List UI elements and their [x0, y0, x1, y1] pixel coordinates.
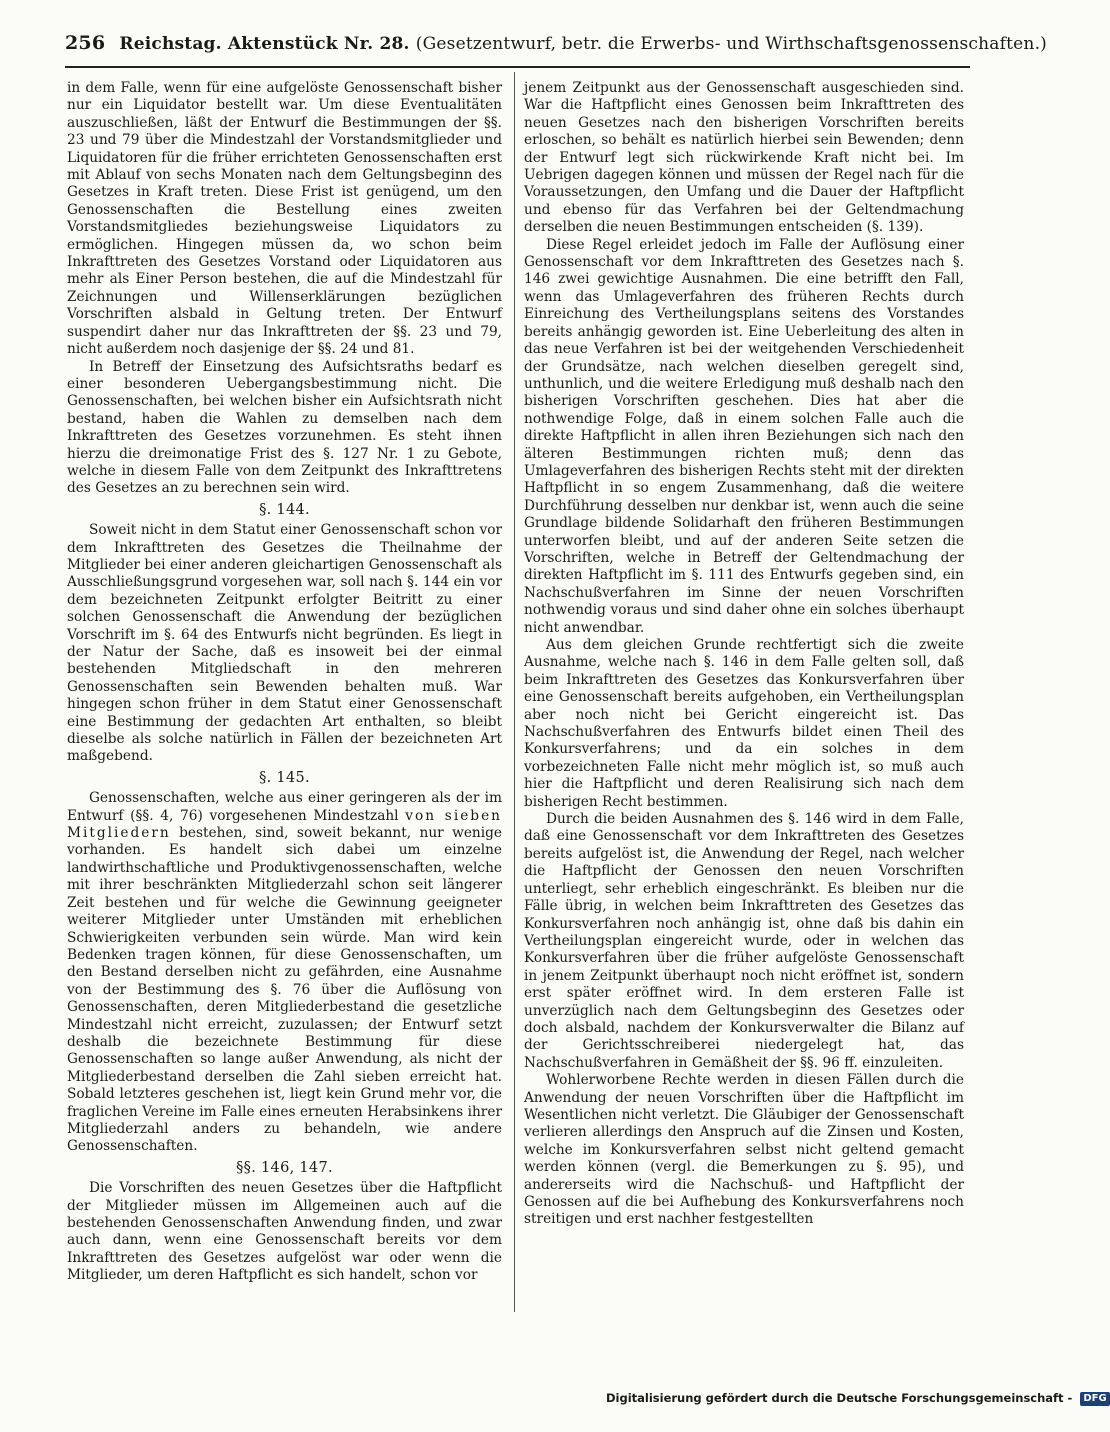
paragraph: Diese Regel erleidet jedoch im Falle der Auflösung einer Genossenschaft vor dem Inkrafttreten des Gesetzes nach §. 146 zwei gewichtige Ausnahmen. Die eine betrifft den Fall, wenn das Umlageverfahren des früheren Rechts durch Einreichung des Vertheilungsplans seitens des Vorstandes bereits anhängig geworden ist. Eine Ueberleitung des alten in das neue Verfahren ist bei der weitgehenden Verschiedenheit der Grundsätze, nach welchen dieselben geregelt sind, unthunlich, und die weitere Erledigung muß deshalb nach den bisherigen Vorschriften geschehen. Dies hat aber die nothwendige Folge, daß in einem solchen Falle auch die direkte Haftpflicht in allen ihren Beziehungen sich nach den älteren Bestimmungen richten muß; denn das Umlageverfahren des bisherigen Rechts steht mit der direkten Haftpflicht in so engem Zusammenhang, daß die weitere Durchführung desselben nur denkbar ist, wenn auch die seine Grundlage bildende Solidarhaft den früheren Bestimmungen unterworfen bleibt, und auf der anderen Seite setzen die Vorschriften, welche in Betreff der Geltendmachung der direkten Haftpflicht im §. 111 des Entwurfs gegeben sind, ein Nachschußverfahren im Sinne der neuen Vorschriften nothwendig voraus und sind daher ohne ein solches überhaupt nicht anwendbar. [524, 236, 964, 636]
footer-credit [606, 1391, 1107, 1409]
dfg-logo: DFG [1080, 1392, 1109, 1406]
paragraph: Aus dem gleichen Grunde rechtfertigt sich die zweite Ausnahme, welche nach §. 146 in dem Falle gelten soll, daß beim Inkrafttreten des Gesetzes das Konkursverfahren über eine Genossenschaft bereits aufgehoben, ein Vertheilungsplan aber noch nicht bei Gericht eingereicht ist. Das Nachschußverfahren des Entwurfs bildet einen Theil des Konkursverfahrens; und da ein solches in dem vorbezeichneten Falle nicht mehr möglich ist, so muß auch hier die Haftpflicht und deren Realisirung sich nach dem bisherigen Recht bestimmen. [524, 637, 964, 810]
section-heading: §. 144. [259, 501, 310, 518]
page-number: 256 [65, 32, 106, 54]
paragraph: Die Vorschriften des neuen Gesetzes über die Haftpflicht der Mitglieder müssen im Allgemeinen auch auf die bestehenden Genossenschaften Anwendung finden, und zwar auch dann, wenn eine Genossenschaft bereits vor dem Inkrafttreten des Gesetzes aufgelöst war oder wenn die Mitglieder, um deren Haftpflicht es sich handelt, schon vor [67, 1180, 502, 1284]
paragraph: in dem Falle, wenn für eine aufgelöste Genossenschaft bisher nur ein Liquidator bestellt war. Um diese Eventualitäten auszuschließen, läßt der Entwurf die Bestimmungen der §§. 23 und 79 über die Mindestzahl der Vorstandsmitglieder und Liquidatoren für die früher errichteten Genossenschaften erst mit Ablauf von sechs Monaten nach dem Geltungsbeginn des Gesetzes in Kraft treten. Diese Frist ist genügend, um den Genossenschaften die Bestellung eines zweiten Vorstandsmitgliedes beziehungsweise Liquidators zu ermöglichen. Hingegen müssen da, wo schon beim Inkrafttreten des Gesetzes Vorstand oder Liquidatoren aus mehr als Einer Person bestehen, die auf die Mindestzahl für Zeichnungen und Willenserklärungen bezüglichen Vorschriften alsbald in Geltung treten. Der Entwurf suspendirt daher nur das Inkrafttreten der §§. 23 und 79, nicht außerdem noch dasjenige der §§. 24 und 81. [67, 80, 502, 358]
left-column [67, 80, 502, 1315]
footer-text: Digitalisierung gefördert durch die Deutsche Forschungsgemeinschaft - [606, 1391, 1073, 1405]
paragraph: Wohlerworbene Rechte werden in diesen Fällen durch die Anwendung der neuen Vorschriften über die Haftpflicht im Wesentlichen nicht verletzt. Die Gläubiger der Genossenschaft verlieren allerdings den Anspruch auf die Zinsen und Kosten, welche im Konkursverfahren selbst nicht geltend gemacht werden können (vergl. die Bemerkungen zu §. 95), und andererseits wird die Nachschuß- und Haftpflicht der Genossen auf die bei Aufhebung des Konkursverfahrens noch streitigen und erst nachher festgestellten [524, 1072, 964, 1228]
header-rule [65, 66, 970, 68]
header-title: Reichstag. Aktenstück Nr. 28. [119, 34, 410, 54]
text-run: bestehen, sind, soweit bekannt, nur wenige vorhanden. Es handelt sich dabei um einzelne landwirthschaftliche und Produktivgenossenschaften, welche mit ihrer beschränkten Mitgliederzahl schon seit längerer Zeit bestehen und für welche die Gewinnung geeigneter weiterer Mitglieder unter Umständen mit erheblichen Schwierigkeiten verbunden sein würde. Man wird kein Bedenken tragen können, für diese Genossenschaften, um den Bestand derselben nicht zu gefährden, eine Ausnahme von der Bestimmung des §. 76 über die Auflösung von Genossenschaften, deren Mitgliederbestand die gesetzliche Mindestzahl nicht erreicht, zuzulassen; der Entwurf setzt deshalb die bezeichnete Bestimmung für diese Genossenschaften so lange außer Anwendung, als nicht der Mitgliederbestand derselben die Zahl sieben erreicht hat. Sobald letzteres geschehen ist, liegt kein Grund mehr vor, die fraglichen Vereine im Falle eines erneuten Herabsinkens ihrer Mitgliederzahl anders zu behandeln, wie andere Genossenschaften. [67, 825, 502, 1155]
section-heading: §. 145. [259, 769, 310, 786]
right-column [524, 80, 964, 1315]
section-heading: §§. 146, 147. [236, 1159, 333, 1176]
paragraph: jenem Zeitpunkt aus der Genossenschaft ausgeschieden sind. War die Haftpflicht eines Genossen beim Inkrafttreten des neuen Gesetzes nach den bisherigen Vorschriften bereits erloschen, so behält es natürlich hierbei sein Bewenden; denn der Entwurf legt sich rückwirkende Kraft nicht bei. Im Uebrigen dagegen können und müssen der Regel nach für die Voraussetzungen, den Umfang und die Dauer der Haftpflicht und ebenso für das Verfahren bei der Geltendmachung derselben die neuen Bestimmungen entscheiden (§. 139). [524, 80, 964, 236]
paragraph: Soweit nicht in dem Statut einer Genossenschaft schon vor dem Inkrafttreten des Gesetzes die Theilnahme der Mitglieder bei einer anderen gleichartigen Genossenschaft als Ausschließungsgrund vorgesehen war, soll nach §. 144 ein vor dem bezeichneten Zeitpunkt erfolgter Beitritt zu einer solchen Genossenschaft die Anwendung der bezüglichen Vorschrift im §. 64 des Entwurfs nicht begründen. Es liegt in der Natur der Sache, daß es insoweit bei der einmal bestehenden Mitgliedschaft in den mehreren Genossenschaften sein Bewenden behalten muß. War hingegen schon früher in dem Statut einer Genossenschaft eine Bestimmung der gedachten Art enthalten, so bleibt dieselbe als solche natürlich in Fällen der bezeichneten Art maßgebend. [67, 522, 502, 765]
emphasized-text: von sieben Mitgliedern [67, 807, 502, 842]
paragraph [67, 790, 502, 1156]
column-divider [514, 72, 515, 1312]
paragraph: Durch die beiden Ausnahmen des §. 146 wird in dem Falle, daß eine Genossenschaft vor dem Inkrafttreten des Gesetzes bereits aufgelöst ist, die Anwendung der Regel, nach welcher die Haftpflicht der Genossen den neuen Vorschriften unterliegt, sehr erheblich eingeschränkt. Es bleiben nur die Fälle übrig, in welchen beim Inkrafttreten des Gesetzes das Konkursverfahren noch anhängig ist, ohne daß bis dahin ein Vertheilungsplan eingereicht wurde, oder in welchen das Konkursverfahren über die früher aufgelöste Genossenschaft in jenem Zeitpunkt überhaupt noch nicht eröffnet ist, sondern erst später eröffnet wird. In dem ersteren Falle ist unverzüglich nach dem Geltungsbeginn des Gesetzes oder doch alsbald, nachdem der Konkursverwalter die Bilanz auf der Gerichtsschreiberei niedergelegt hat, das Nachschußverfahren in Gemäßheit der §§. 96 ff. einzuleiten. [524, 811, 964, 1071]
text-run: Genossenschaften, welche aus einer geringeren als der im Entwurf (§§. 4, 76) vorgesehenen Mindestzahl [67, 790, 502, 824]
page-header [65, 32, 1048, 66]
header-subtitle: (Gesetzentwurf, betr. die Erwerbs- und Wirthschaftsgenossenschaften.) [415, 34, 1048, 54]
paragraph: In Betreff der Einsetzung des Aufsichtsraths bedarf es einer besonderen Uebergangsbestimmung nicht. Die Genossenschaften, bei welchen bisher ein Aufsichtsrath nicht bestand, haben die Wahlen zu demselben nach dem Inkrafttreten des Gesetzes vorzunehmen. Es steht ihnen hierzu die dreimonatige Frist des §. 127 Nr. 1 zu Gebote, welche in diesem Falle von dem Zeitpunkt des Inkrafttretens des Gesetzes an zu berechnen sein wird. [67, 358, 502, 497]
